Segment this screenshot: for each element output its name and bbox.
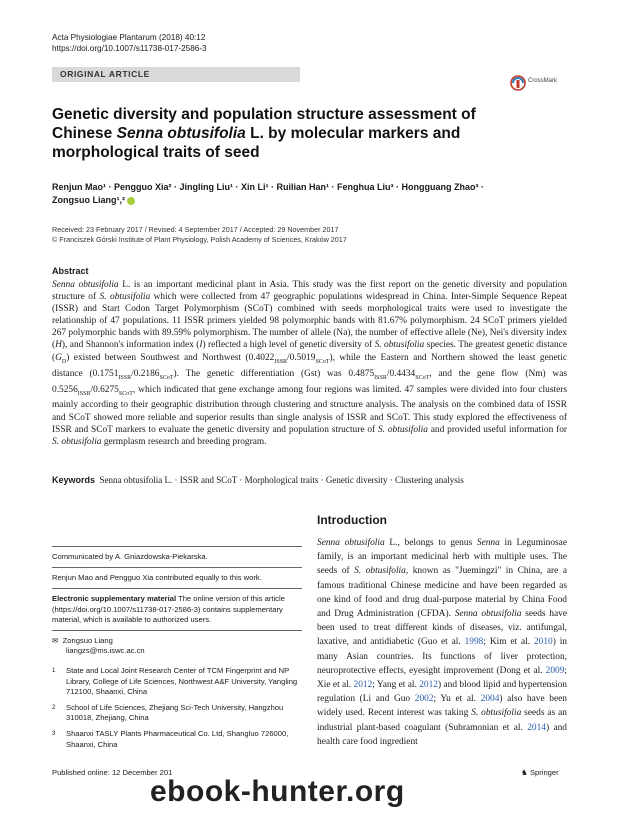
affiliation-number: 3 <box>52 731 56 738</box>
introduction-text: Senna obtusifolia L., belongs to genus Senna in Leguminosae family, is an important medicinal herb with multiple uses. The seeds of S. obtusifolia, known as "Juemingzi" in China, are a famous traditional Chinese medicine and have been regarded as one kind of food and drug dual-purpose material by China Food and Drug Administration (CFDA). Senna obtusifolia seeds have been used to treat different kinds of diseases, viz. antifungal, laxative, and antidiabetic (Guo et al. 1998; Kim et al. 2010) in many Asian countries. Its functions of liver protection, neuroprotective effects, eyesight improvement (Dong et al. 2009; Xie et al. 2012; Yang et al. 2012) and blood lipid and hypertension regulation (Li and Guo 2002; Yu et al. 2004) also have been widely used. Recent interest was taking S. obtusifolia seeds as an industrial plant-based coagulant (Subramonian et al. 2014) and health care food ingredient <box>317 538 568 747</box>
introduction-heading: Introduction <box>317 513 387 527</box>
keywords-text: Senna obtusifolia L. · ISSR and SCoT · Morphological traits · Genetic diversity · Clustering analysis <box>99 475 464 485</box>
contact-block <box>52 636 302 656</box>
watermark: ebook-hunter.org <box>150 775 405 808</box>
affiliation-1 <box>52 666 302 697</box>
orcid-icon[interactable] <box>127 197 135 205</box>
esm-text: The online version of this article (https://doi.org/10.1007/s11738-017-2586-3) contains supplementary material, which is available to authorized users. <box>52 594 285 624</box>
crossmark-label: CrossMark <box>528 78 558 84</box>
published-date: Published online: 12 December 201 <box>52 768 173 777</box>
copyright: © Franciszek Górski Institute of Plant Physiology, Polish Academy of Sciences, Kraków 2017 <box>52 235 347 244</box>
communicated-note: Communicated by A. Gniazdowska-Piekarska. <box>52 552 208 561</box>
abstract-heading: Abstract <box>52 266 89 276</box>
equal-contribution-note: Renjun Mao and Pengguo Xia contributed equally to this work. <box>52 573 262 583</box>
springer-icon: ♞ <box>521 768 528 777</box>
article-type-bar <box>52 67 300 82</box>
springer-logo <box>521 768 559 777</box>
affiliation-text: School of Life Sciences, Zhejiang Sci-Tech University, Hangzhou 310018, Zhejiang, China <box>66 703 284 723</box>
keywords <box>52 475 567 485</box>
crossmark-icon[interactable] <box>510 75 526 96</box>
doi-link[interactable]: https://doi.org/10.1007/s11738-017-2586-3 <box>52 44 207 53</box>
history-dates: Received: 23 February 2017 / Revised: 4 September 2017 / Accepted: 29 November 2017 <box>52 225 339 234</box>
affiliation-number: 2 <box>52 705 56 712</box>
keywords-label: Keywords <box>52 475 96 485</box>
esm-note <box>52 594 302 625</box>
abstract-text: Senna obtusifolia L. is an important medicinal plant in Asia. This study was the first report on the genetic diversity and population structure of S. obtusifolia which were collected from 47 geographic populations widespread in China. Inter-Simple Sequence Repeat (ISSR) and Start Codon Target Polymorphism (SCoT) combined with seeds morphological traits were used to investigate the relationship of 47 populations. 11 ISSR primers yielded 98 polymorphic bands with 81.67% polymorphism. 24 SCoT primers yielded 267 polymorphic bands with 89.59% polymorphism. The number of allele (Na), the number of effective allele (Ne), Nei's diversity index (H), and Shannon's information index (I) reflected a high level of genetic diversity of S. obtusifolia species. The greatest genetic distance $(G_D)$ existed between Southwest and Northwest $(0.4022_{ISSR}/0.5019_{SCoT})$, while the Eastern and Northern showed the least genetic distance $(0.1751_{ISSR}/0.2186_{SCoT})$. The genetic differentiation (Gst) was $0.4875_{ISSR}/0.4434_{SCoT}$, and the gene flow (Nm) was $0.5256_{ISSR}/0.6275_{SCoT}$, which indicated that gene exchange among four regions was limited. 47 samples were divided into four clusters mainly according to their geographic distribution through clustering and structure analysis. The analysis on the combined data of ISSR and SCoT showed more reliable and superior results than single analysis of ISSR and SCoT. This study explored the effectiveness of ISSR and SCoT markers to evaluate the genetic diversity and population structure of S. obtusifolia and provided useful information for S. obtusifolia germplasm research and breeding program. <box>52 280 568 447</box>
contact-name: Zongsuo Liang <box>62 636 113 646</box>
author-list <box>52 181 522 207</box>
envelope-icon: ✉ <box>52 636 59 646</box>
affiliation-3 <box>52 729 302 749</box>
affiliation-2 <box>52 703 302 723</box>
author-names: Renjun Mao¹ · Pengguo Xia² · Jingling Liu¹ · Xin Li¹ · Ruilian Han¹ · Fenghua Liu³ · Hongguang Zhao³ · Zongsuo Liang¹,² <box>52 182 484 205</box>
affiliation-text: State and Local Joint Research Center of TCM Fingerprint and NP Library, College of Life Sciences, Northwest A&F University, Yangling 712100, Shaanxi, China <box>66 666 298 696</box>
paper-title: Genetic diversity and population structure assessment of Chinese Senna obtusifolia L. by molecular markers and morphological traits of seed <box>52 106 476 161</box>
article-type-label: ORIGINAL ARTICLE <box>60 69 150 79</box>
dates-block <box>52 225 347 245</box>
springer-label: Springer <box>529 768 559 777</box>
contact-email[interactable]: liangzs@ms.iswc.ac.cn <box>66 646 145 656</box>
footnotes <box>52 541 302 750</box>
affiliation-number: 1 <box>52 668 56 675</box>
affiliation-text: Shaanxi TASLY Plants Pharmaceutical Co. Ltd, Shangluo 726000, Shaanxi, China <box>66 729 289 749</box>
journal-info <box>52 32 207 54</box>
journal-citation: Acta Physiologiae Plantarum (2018) 40:12 <box>52 33 206 42</box>
esm-label: Electronic supplementary material <box>52 594 177 604</box>
